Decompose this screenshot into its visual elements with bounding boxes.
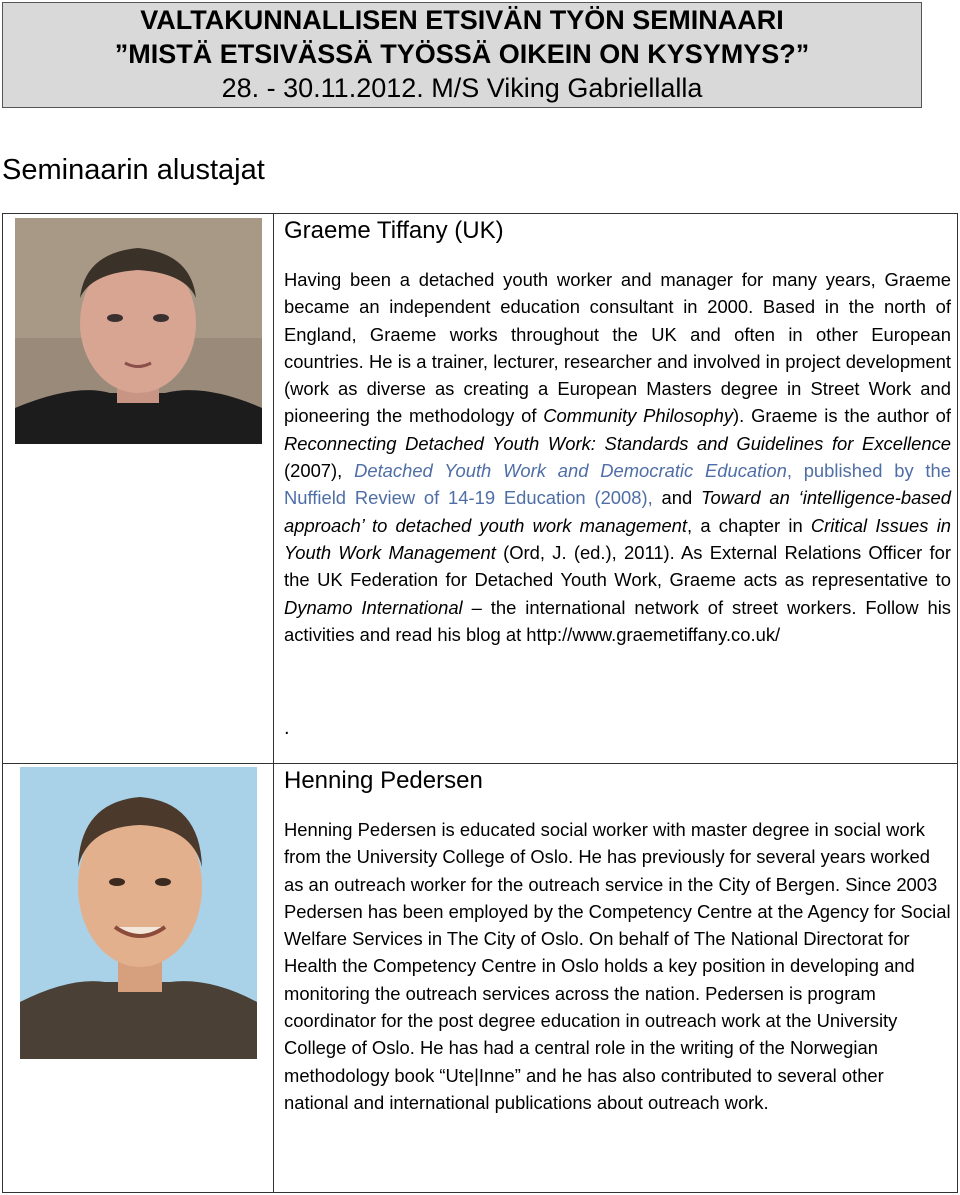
- bio-text: , published by the Nuffield Review of 14-19 Education (2008),: [284, 460, 951, 509]
- seminar-header: [2, 2, 922, 108]
- bio-text: ). Graeme is the author of: [733, 405, 952, 427]
- bio-italic: Dynamo International: [284, 596, 463, 618]
- bio-text: He is a trainer, lecturer, researcher and involved in project development (work as diverse as creating a European Masters degree in Street Work and pioneering the methodology of: [284, 350, 951, 427]
- header-line-2: ”MISTÄ ETSIVÄSSÄ TYÖSSÄ OIKEIN ON KYSYMYS?”: [114, 39, 810, 69]
- row-divider: [3, 763, 957, 764]
- bio-text: , a chapter in: [687, 514, 811, 536]
- speaker-name-graeme: Graeme Tiffany (UK): [284, 217, 504, 244]
- trailing-dot: .: [284, 717, 290, 739]
- speaker-bio-henning: Henning Pedersen is educated social worker with master degree in social work from the University College of Oslo. He has previously for several years worked as an outreach worker for the outreach service in the City of Bergen. Since 2003 Pedersen has been employed by the Competency Centre at the Agency for Social Welfare Services in The City of Oslo. On behalf of The National Directorat for Health the Competency Centre in Oslo holds a key position in developing and monitoring the outreach services across the nation. Pedersen is program coordinator for the post degree education in outreach work at the University College of Oslo. He has had a central role in the writing of the Norwegian methodology book “Ute|Inne” and he has also contributed to several other national and international publications about outreach work.: [284, 819, 951, 1113]
- bio-text: – the international network of street workers. Follow his activities and read his blog at http://www.graemetiffany.co.uk/: [284, 596, 952, 645]
- speaker-photo-graeme: [15, 218, 262, 444]
- speakers-table: [2, 213, 958, 1193]
- speaker-photo-henning: [20, 767, 257, 1059]
- header-line-3: 28. - 30.11.2012. M/S Viking Gabriellalla: [221, 73, 703, 103]
- bio-italic: Toward an ‘intelligence-based approach’ to detached youth work management: [284, 487, 951, 536]
- bio-text: and: [652, 487, 701, 509]
- publication-link[interactable]: Detached Youth Work and Democratic Education: [354, 460, 787, 482]
- speaker-name-henning: Henning Pedersen: [284, 767, 483, 794]
- portrait-graeme: [15, 218, 262, 444]
- bio-text: (Ord, J. (ed.), 2011). As External Relations Officer for the UK Federation for Detached Youth Work, Graeme acts as representative to: [284, 541, 951, 591]
- header-line-1: VALTAKUNNALLISEN ETSIVÄN TYÖN SEMINAARI: [140, 5, 784, 35]
- column-divider: [273, 214, 274, 1192]
- bio-text: Having been a detached youth worker and manager for many years, Graeme became an independent education consultant in 2000. Based in the north of England, Graeme works throughout the UK and often in other European countries.: [284, 269, 951, 372]
- speaker-bio-graeme: [284, 266, 951, 648]
- bio-italic: Critical Issues in Youth Work Management: [284, 514, 952, 563]
- bio-italic: Reconnecting Detached Youth Work: Standards and Guidelines for Excellence: [284, 432, 951, 454]
- section-title: Seminaarin alustajat: [2, 154, 265, 186]
- bio-text: (2007),: [284, 460, 355, 482]
- portrait-henning: [20, 767, 257, 1059]
- bio-italic: Community Philosophy: [543, 405, 734, 427]
